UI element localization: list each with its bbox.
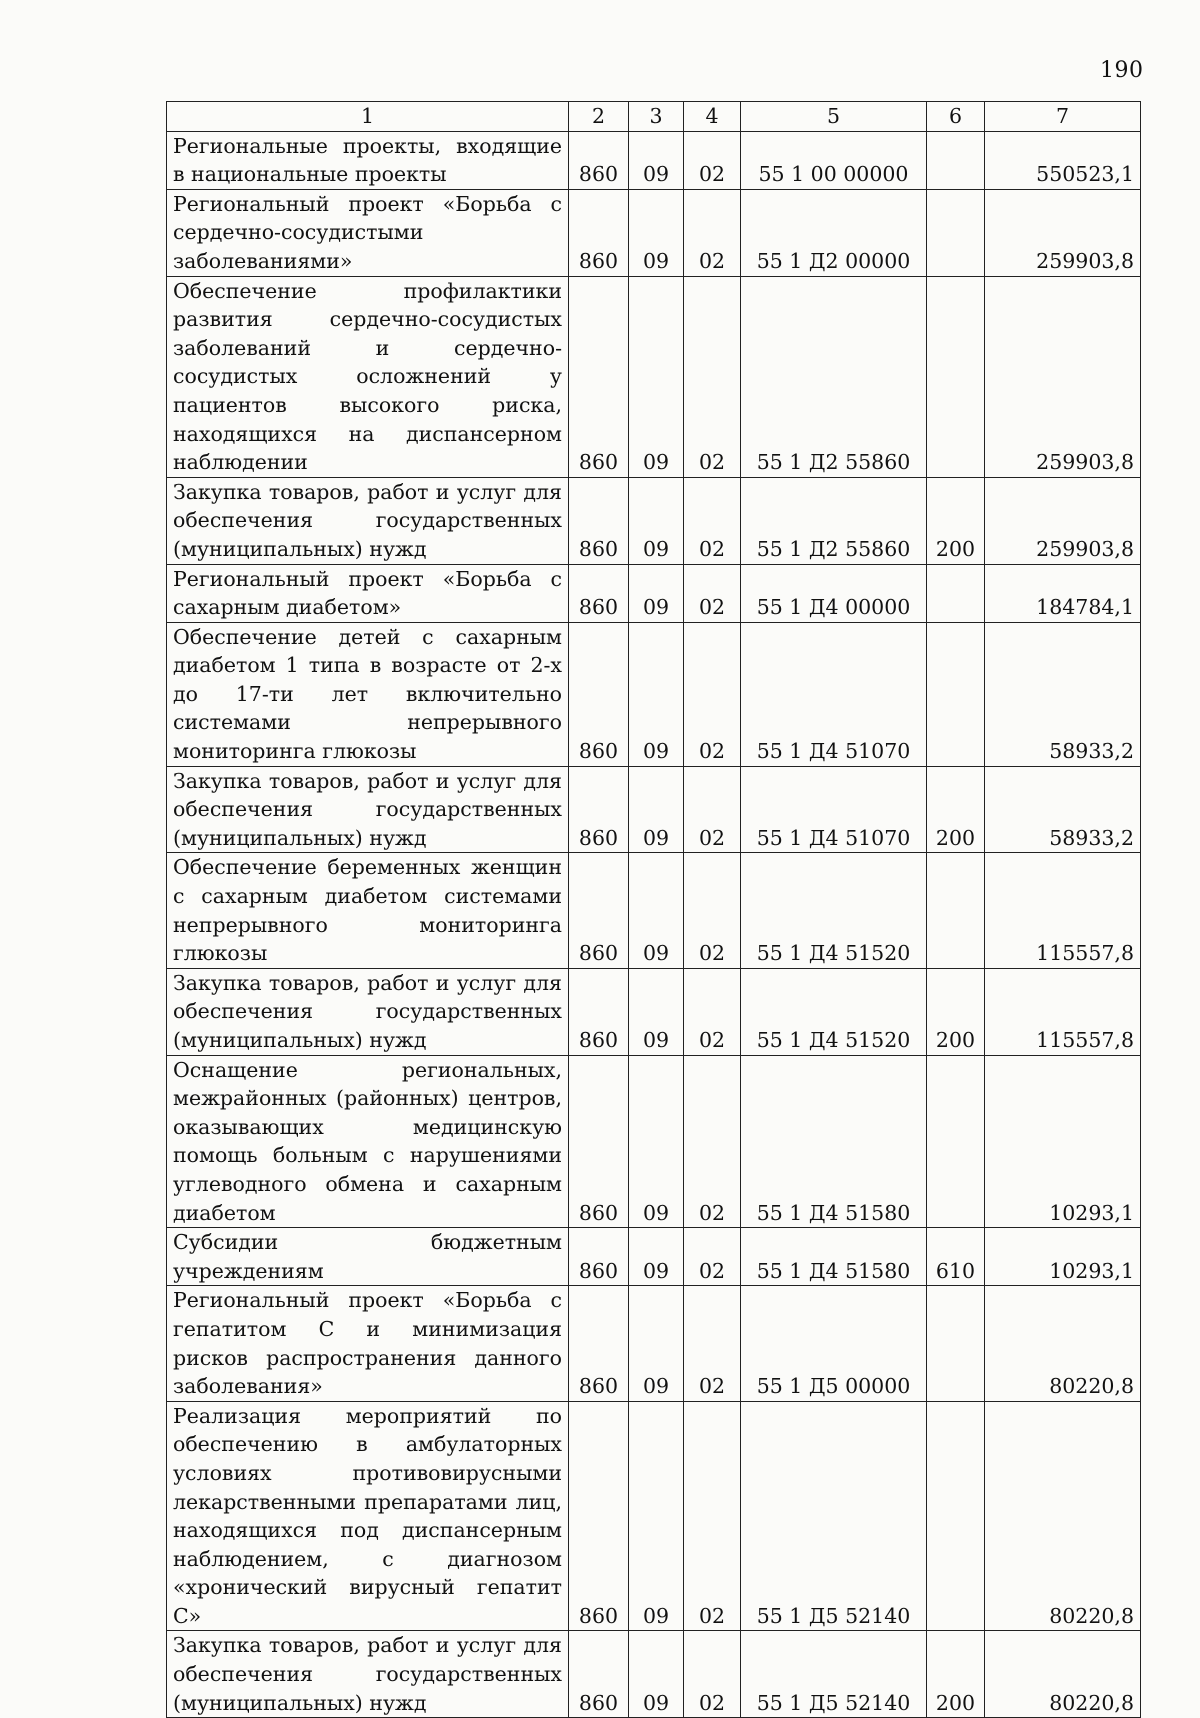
expense-type-code-cell xyxy=(927,1401,985,1631)
department-code-cell: 860 xyxy=(569,1228,629,1286)
amount-cell: 184784,1 xyxy=(985,564,1141,622)
section-code-cell: 09 xyxy=(629,622,684,766)
table-row xyxy=(167,968,1141,1055)
item-name-cell: Закупка товаров, работ и услуг для обеспечения государственных (муниципальных) нужд xyxy=(167,766,569,853)
section-code-cell: 09 xyxy=(629,1631,684,1718)
table-row xyxy=(167,1055,1141,1228)
subsection-code-cell: 02 xyxy=(684,564,741,622)
page-number: 190 xyxy=(1100,58,1144,83)
expense-type-code-cell: 200 xyxy=(927,1631,985,1718)
budget-table xyxy=(166,101,1141,1718)
section-code-cell: 09 xyxy=(629,766,684,853)
item-name-cell: Оснащение региональных, межрайонных (районных) центров, оказывающих медицинскую помощь больным с нарушениями углеводного обмена и сахарным диабетом xyxy=(167,1055,569,1228)
subsection-code-cell: 02 xyxy=(684,968,741,1055)
department-code-cell: 860 xyxy=(569,1286,629,1401)
amount-cell: 80220,8 xyxy=(985,1286,1141,1401)
item-name-cell: Реализация мероприятий по обеспечению в амбулаторных условиях противовирусными лекарственными препаратами лиц, находящихся под диспансерным наблюдением, с диагнозом «хронический вирусный гепатит С» xyxy=(167,1401,569,1631)
amount-cell: 259903,8 xyxy=(985,189,1141,276)
target-article-code-cell: 55 1 00 00000 xyxy=(741,131,927,189)
target-article-code-cell: 55 1 Д5 52140 xyxy=(741,1401,927,1631)
target-article-code-cell: 55 1 Д4 00000 xyxy=(741,564,927,622)
subsection-code-cell: 02 xyxy=(684,131,741,189)
section-code-cell: 09 xyxy=(629,1228,684,1286)
subsection-code-cell: 02 xyxy=(684,622,741,766)
department-code-cell: 860 xyxy=(569,131,629,189)
expense-type-code-cell xyxy=(927,564,985,622)
expense-type-code-cell: 610 xyxy=(927,1228,985,1286)
expense-type-code-cell: 200 xyxy=(927,477,985,564)
table-row xyxy=(167,1401,1141,1631)
item-name-cell: Региональные проекты, входящие в национальные проекты xyxy=(167,131,569,189)
section-code-cell: 09 xyxy=(629,853,684,968)
target-article-code-cell: 55 1 Д5 52140 xyxy=(741,1631,927,1718)
section-code-cell: 09 xyxy=(629,477,684,564)
subsection-code-cell: 02 xyxy=(684,1228,741,1286)
column-header: 2 xyxy=(569,102,629,132)
amount-cell: 259903,8 xyxy=(985,276,1141,477)
table-row xyxy=(167,564,1141,622)
amount-cell: 58933,2 xyxy=(985,766,1141,853)
target-article-code-cell: 55 1 Д4 51070 xyxy=(741,766,927,853)
department-code-cell: 860 xyxy=(569,564,629,622)
amount-cell: 80220,8 xyxy=(985,1401,1141,1631)
section-code-cell: 09 xyxy=(629,1055,684,1228)
expense-type-code-cell xyxy=(927,276,985,477)
table-row xyxy=(167,622,1141,766)
department-code-cell: 860 xyxy=(569,853,629,968)
section-code-cell: 09 xyxy=(629,189,684,276)
section-code-cell: 09 xyxy=(629,276,684,477)
item-name-cell: Региональный проект «Борьба с сердечно-сосудистыми заболеваниями» xyxy=(167,189,569,276)
subsection-code-cell: 02 xyxy=(684,766,741,853)
department-code-cell: 860 xyxy=(569,1055,629,1228)
table-row xyxy=(167,766,1141,853)
column-header: 3 xyxy=(629,102,684,132)
subsection-code-cell: 02 xyxy=(684,1055,741,1228)
department-code-cell: 860 xyxy=(569,622,629,766)
table-body xyxy=(167,131,1141,1718)
amount-cell: 58933,2 xyxy=(985,622,1141,766)
department-code-cell: 860 xyxy=(569,276,629,477)
target-article-code-cell: 55 1 Д4 51520 xyxy=(741,853,927,968)
column-header: 7 xyxy=(985,102,1141,132)
table-row xyxy=(167,1228,1141,1286)
subsection-code-cell: 02 xyxy=(684,276,741,477)
item-name-cell: Закупка товаров, работ и услуг для обеспечения государственных (муниципальных) нужд xyxy=(167,968,569,1055)
expense-type-code-cell xyxy=(927,1055,985,1228)
amount-cell: 10293,1 xyxy=(985,1055,1141,1228)
subsection-code-cell: 02 xyxy=(684,1401,741,1631)
section-code-cell: 09 xyxy=(629,131,684,189)
expense-type-code-cell xyxy=(927,131,985,189)
target-article-code-cell: 55 1 Д2 00000 xyxy=(741,189,927,276)
section-code-cell: 09 xyxy=(629,968,684,1055)
table-row xyxy=(167,131,1141,189)
department-code-cell: 860 xyxy=(569,1401,629,1631)
section-code-cell: 09 xyxy=(629,1401,684,1631)
column-header: 4 xyxy=(684,102,741,132)
item-name-cell: Обеспечение детей с сахарным диабетом 1 типа в возрасте от 2-х до 17-ти лет включительно системами непрерывного мониторинга глюкозы xyxy=(167,622,569,766)
item-name-cell: Субсидии бюджетным учреждениям xyxy=(167,1228,569,1286)
expense-type-code-cell: 200 xyxy=(927,968,985,1055)
column-header: 1 xyxy=(167,102,569,132)
target-article-code-cell: 55 1 Д2 55860 xyxy=(741,477,927,564)
department-code-cell: 860 xyxy=(569,189,629,276)
target-article-code-cell: 55 1 Д4 51070 xyxy=(741,622,927,766)
table-row xyxy=(167,853,1141,968)
amount-cell: 259903,8 xyxy=(985,477,1141,564)
item-name-cell: Закупка товаров, работ и услуг для обеспечения государственных (муниципальных) нужд xyxy=(167,1631,569,1718)
item-name-cell: Региональный проект «Борьба с сахарным диабетом» xyxy=(167,564,569,622)
amount-cell: 10293,1 xyxy=(985,1228,1141,1286)
table-row xyxy=(167,1631,1141,1718)
expense-type-code-cell xyxy=(927,853,985,968)
table-header-row xyxy=(167,102,1141,132)
item-name-cell: Региональный проект «Борьба с гепатитом С и минимизация рисков распространения данного заболевания» xyxy=(167,1286,569,1401)
table-row xyxy=(167,477,1141,564)
table-row xyxy=(167,276,1141,477)
subsection-code-cell: 02 xyxy=(684,1631,741,1718)
subsection-code-cell: 02 xyxy=(684,477,741,564)
target-article-code-cell: 55 1 Д5 00000 xyxy=(741,1286,927,1401)
amount-cell: 115557,8 xyxy=(985,968,1141,1055)
expense-type-code-cell xyxy=(927,189,985,276)
expense-type-code-cell xyxy=(927,1286,985,1401)
amount-cell: 80220,8 xyxy=(985,1631,1141,1718)
department-code-cell: 860 xyxy=(569,477,629,564)
target-article-code-cell: 55 1 Д4 51520 xyxy=(741,968,927,1055)
department-code-cell: 860 xyxy=(569,968,629,1055)
subsection-code-cell: 02 xyxy=(684,853,741,968)
item-name-cell: Закупка товаров, работ и услуг для обеспечения государственных (муниципальных) нужд xyxy=(167,477,569,564)
item-name-cell: Обеспечение беременных женщин с сахарным диабетом системами непрерывного мониторинга глюкозы xyxy=(167,853,569,968)
column-header: 5 xyxy=(741,102,927,132)
section-code-cell: 09 xyxy=(629,1286,684,1401)
table-row xyxy=(167,189,1141,276)
expense-type-code-cell: 200 xyxy=(927,766,985,853)
section-code-cell: 09 xyxy=(629,564,684,622)
target-article-code-cell: 55 1 Д4 51580 xyxy=(741,1055,927,1228)
amount-cell: 550523,1 xyxy=(985,131,1141,189)
expense-type-code-cell xyxy=(927,622,985,766)
table-row xyxy=(167,1286,1141,1401)
target-article-code-cell: 55 1 Д4 51580 xyxy=(741,1228,927,1286)
target-article-code-cell: 55 1 Д2 55860 xyxy=(741,276,927,477)
subsection-code-cell: 02 xyxy=(684,1286,741,1401)
column-header: 6 xyxy=(927,102,985,132)
department-code-cell: 860 xyxy=(569,1631,629,1718)
item-name-cell: Обеспечение профилактики развития сердечно-сосудистых заболеваний и сердечно-сосудистых осложнений у пациентов высокого риска, находящихся на диспансерном наблюдении xyxy=(167,276,569,477)
department-code-cell: 860 xyxy=(569,766,629,853)
subsection-code-cell: 02 xyxy=(684,189,741,276)
amount-cell: 115557,8 xyxy=(985,853,1141,968)
